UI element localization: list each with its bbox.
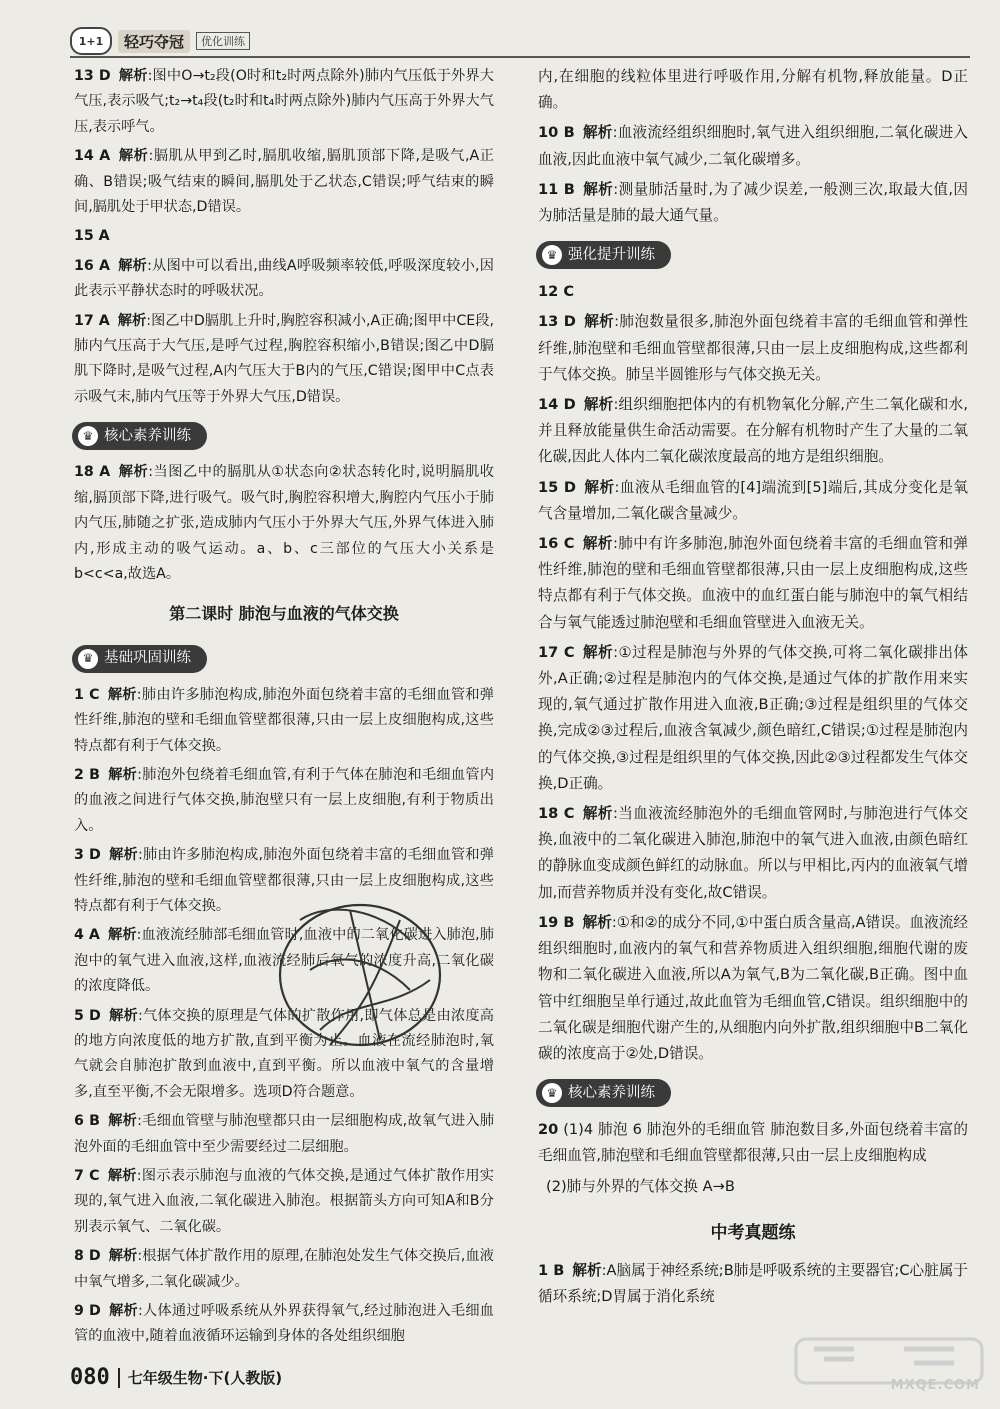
section-advanced bbox=[536, 241, 671, 269]
question-number: 1 C bbox=[74, 686, 100, 703]
colon: : bbox=[612, 805, 618, 823]
question-number: 11 B bbox=[538, 180, 575, 198]
colon: : bbox=[137, 1113, 142, 1130]
header-rule bbox=[70, 56, 970, 58]
answer-text: (1)4 肺泡 6 肺泡外的毛细血管 肺泡数目多,外面包绕着丰富的毛细血管,肺泡壁和毛细血管壁都很薄,只由一层上皮细胞构成 bbox=[538, 1121, 968, 1165]
analysis-label: 解析 bbox=[583, 478, 615, 496]
answer-item bbox=[74, 254, 494, 305]
colon: : bbox=[613, 643, 619, 661]
analysis-label: 解析 bbox=[117, 257, 148, 274]
right-column bbox=[538, 64, 968, 1314]
analysis-text: 根据气体扩散作用的原理,在肺泡处发生气体交换后,血液中氧气增多,二氧化碳减少。 bbox=[74, 1248, 494, 1290]
colon: : bbox=[137, 847, 143, 864]
answer-item bbox=[74, 1004, 494, 1106]
answer-item bbox=[538, 531, 968, 636]
left-items-group-b bbox=[74, 460, 494, 587]
question-number: 9 D bbox=[74, 1303, 101, 1320]
answer-item bbox=[74, 309, 494, 411]
colon: : bbox=[137, 1248, 143, 1265]
question-number: 8 D bbox=[74, 1248, 101, 1265]
colon: : bbox=[611, 913, 617, 931]
answer-item bbox=[538, 120, 968, 172]
question-number: 7 C bbox=[74, 1168, 100, 1185]
left-column bbox=[74, 64, 494, 1354]
answer-item bbox=[74, 144, 494, 220]
colon: : bbox=[137, 1303, 143, 1320]
question-number: 15 A bbox=[74, 228, 110, 245]
answer-item bbox=[538, 279, 968, 305]
colon: : bbox=[613, 396, 619, 414]
right-items-group-b bbox=[538, 279, 968, 1067]
answer-item bbox=[538, 475, 968, 527]
question-number: 14 D bbox=[538, 396, 576, 414]
answer-text: (2)肺与外界的气体交换 A→B bbox=[546, 1177, 735, 1195]
section-core-literacy-2 bbox=[536, 1079, 671, 1107]
question-number: 13 D bbox=[538, 313, 576, 331]
colon: : bbox=[148, 148, 154, 165]
book-title: 七年级生物·下(人教版) bbox=[127, 1369, 283, 1387]
answer-item bbox=[538, 309, 968, 388]
crown-icon: ♛ bbox=[542, 245, 562, 265]
brand-logo: 1+1 bbox=[70, 27, 112, 55]
question-number: 20 bbox=[538, 1121, 559, 1139]
analysis-label: 解析 bbox=[582, 805, 613, 823]
analysis-text: ①过程是肺泡与外界的气体交换,可将二氧化碳排出体外,A正确;②过程是肺泡内的气体交换,是通过气体的扩散作用来实现的,氧气通过扩散作用进入血液,B正确;③过程是组织里的气体交换,完成②③过程后,血液含氧减少,颜色暗红,C错误;①过程是肺泡内的气体交换,③过程是组织里的气体交换,因此②③过程都发生气体交换,D正确。 bbox=[538, 643, 968, 792]
answer-item bbox=[538, 1258, 968, 1310]
answer-item bbox=[74, 683, 494, 759]
section-core-literacy bbox=[72, 422, 207, 450]
colon: : bbox=[613, 180, 619, 198]
answer-item bbox=[538, 177, 968, 229]
analysis-label: 解析 bbox=[107, 927, 137, 944]
question-number: 18 A bbox=[74, 464, 111, 481]
continued-text: 内,在细胞的线粒体里进行呼吸作用,分解有机物,释放能量。D正确。 bbox=[538, 68, 968, 112]
colon: : bbox=[136, 1168, 142, 1185]
analysis-label: 解析 bbox=[107, 1168, 137, 1185]
crown-icon: ♛ bbox=[78, 426, 98, 446]
colon: : bbox=[147, 68, 153, 84]
section-basic bbox=[72, 645, 207, 673]
analysis-label: 解析 bbox=[582, 913, 612, 931]
analysis-label: 解析 bbox=[108, 847, 138, 864]
answer-20 bbox=[538, 1117, 968, 1169]
analysis-text: 肺泡数量很多,肺泡外面包绕着丰富的毛细血管和弹性纤维,肺泡壁和毛细血管壁都很薄,只由一层上皮细胞构成,这些都利于气体交换。肺呈半圆锥形与气体交换无关。 bbox=[538, 313, 968, 383]
analysis-text: 毛细血管壁与肺泡壁都只由一层细胞构成,故氧气进入肺泡外面的毛细血管中至少需要经过二层细胞。 bbox=[74, 1113, 495, 1155]
analysis-label: 解析 bbox=[108, 1303, 138, 1320]
colon: : bbox=[136, 686, 142, 703]
lesson-title: 第二课时 肺泡与血液的气体交换 bbox=[169, 604, 399, 624]
colon: : bbox=[612, 535, 618, 553]
question-number: 14 A bbox=[74, 148, 111, 165]
question-number: 16 C bbox=[538, 535, 575, 553]
analysis-text: 肺由许多肺泡构成,肺泡外面包绕着丰富的毛细血管和弹性纤维,肺泡的壁和毛细血管壁都很薄,只由一层上皮细胞构成,这些特点都有利于气体交换。 bbox=[74, 686, 494, 754]
analysis-label: 解析 bbox=[582, 643, 614, 661]
question-number: 4 A bbox=[74, 927, 100, 944]
analysis-text: ①和②的成分不同,①中蛋白质含量高,A错误。血液流经组织细胞时,血液内的氧气和营养物质进入组织细胞,细胞代谢的废物和二氧化碳进入血液,所以A为氧气,B为二氧化碳,B正确。图中血管中红细胞呈单行通过,故此血管为毛细血管,C错误。组织细胞中的二氧化碳是细胞代谢产生的,从细胞内向外扩散,组织细胞中B二氧化碳的浓度高于②处,D错误。 bbox=[538, 913, 968, 1062]
left-items-group-c bbox=[74, 683, 494, 1350]
question-number: 6 B bbox=[74, 1113, 100, 1130]
answer-item bbox=[74, 460, 494, 587]
answer-item bbox=[538, 640, 968, 797]
question-number: 1 B bbox=[538, 1261, 565, 1279]
answer-item bbox=[74, 923, 494, 999]
question-number: 10 B bbox=[538, 124, 575, 142]
analysis-text: 肺泡外包绕着毛细血管,有利于气体在肺泡和毛细血管内的血液之间进行气体交换,肺泡壁只有一层上皮细胞,有利于物质出入。 bbox=[74, 766, 495, 834]
answer-item bbox=[74, 1244, 494, 1295]
question-number: 17 C bbox=[538, 643, 575, 661]
analysis-text: 当图乙中的膈肌从①状态向②状态转化时,说明膈肌收缩,膈顶部下降,进行吸气。吸气时,胸腔容积增大,胸腔内气压小于肺内气压,肺随之扩张,造成肺内气压小于外界大气压,外界气体进入肺内,形成主动的吸气运动。a、b、c三部位的气压大小关系是b<c<a,故选A。 bbox=[74, 464, 494, 582]
analysis-text: 人体通过呼吸系统从外界获得氧气,经过肺泡进入毛细血管的血液中,随着血液循环运输到身体的各处组织细胞 bbox=[74, 1303, 494, 1345]
analysis-text: 血液从毛细血管的[4]端流到[5]端后,其成分变化是氧气含量增加,二氧化碳含量减少。 bbox=[538, 478, 968, 522]
footer-divider bbox=[118, 1368, 120, 1388]
answer-item bbox=[74, 64, 494, 140]
answer-item bbox=[74, 763, 494, 839]
analysis-text: 血液流经组织细胞时,氧气进入组织细胞,二氧化碳进入血液,因此血液中氧气减少,二氧化碳增多。 bbox=[538, 124, 968, 168]
page-number: 080 bbox=[70, 1365, 110, 1390]
answer-item bbox=[74, 843, 494, 919]
analysis-label: 解析 bbox=[118, 68, 148, 84]
crown-icon: ♛ bbox=[542, 1083, 562, 1103]
analysis-label: 解析 bbox=[582, 180, 614, 198]
analysis-label: 解析 bbox=[118, 148, 149, 165]
analysis-text: 测量肺活量时,为了减少误差,一般测三次,取最大值,因为肺活量是肺的最大通气量。 bbox=[538, 180, 968, 225]
analysis-text: 肺由许多肺泡构成,肺泡外面包绕着丰富的毛细血管和弹性纤维,肺泡的壁和毛细血管壁都很薄,只由一层上皮细胞构成,这些特点都有利于气体交换。 bbox=[74, 847, 494, 914]
analysis-text: 肺中有许多肺泡,肺泡外面包绕着丰富的毛细血管和弹性纤维,肺泡的壁和毛细血管壁都很薄,只由一层上皮细胞构成,这些特点都有利于气体交换。血液中的血红蛋白能与肺泡中的氧气相结合与氧气能透过肺泡壁和毛细血管壁进入血液无关。 bbox=[538, 535, 968, 631]
analysis-label: 解析 bbox=[117, 312, 147, 329]
page-footer bbox=[70, 1365, 282, 1390]
exam-section-title: 中考真题练 bbox=[710, 1222, 796, 1243]
colon: : bbox=[137, 1007, 143, 1024]
right-items-group-c bbox=[538, 1258, 968, 1310]
crown-icon: ♛ bbox=[78, 649, 98, 669]
colon: : bbox=[147, 257, 152, 274]
question-number: 3 D bbox=[74, 847, 101, 864]
analysis-text: 血液流经肺部毛细血管时,血液中的二氧化碳进入肺泡,肺泡中的氧气进入血液,这样,血液流经肺后氧气的浓度升高,二氧化碳的浓度降低。 bbox=[74, 927, 494, 995]
analysis-label: 解析 bbox=[118, 464, 149, 481]
analysis-text: 从图中可以看出,曲线A呼吸频率较低,呼吸深度较小,因此表示平静状态时的呼吸状况。 bbox=[74, 257, 494, 300]
analysis-label: 解析 bbox=[582, 124, 613, 142]
answer-item bbox=[74, 1109, 494, 1160]
answer-item bbox=[538, 910, 968, 1067]
analysis-text: 图乙中D膈肌上升时,胸腔容积减小,A正确;图甲中CE段,肺内气压高于大气压,是呼气过程,胸腔容积缩小,B错误;图乙中D膈肌下降时,是吸气过程,A内气压大于B内的气压,C错误;图甲中C点表示吸气末,肺内气压等于外界大气压,D错误。 bbox=[74, 312, 494, 405]
answer-item bbox=[538, 392, 968, 471]
colon: : bbox=[601, 1261, 607, 1279]
question-number: 16 A bbox=[74, 257, 110, 274]
colon: : bbox=[612, 124, 618, 142]
colon: : bbox=[137, 766, 142, 783]
right-items-group-a bbox=[538, 120, 968, 229]
analysis-label: 解析 bbox=[108, 1007, 138, 1024]
analysis-label: 解析 bbox=[108, 1248, 138, 1265]
analysis-label: 解析 bbox=[572, 1261, 602, 1279]
brand-subtitle: 优化训练 bbox=[196, 32, 250, 50]
question-number: 5 D bbox=[74, 1007, 101, 1024]
section-label: 基础巩固训练 bbox=[104, 650, 191, 667]
analysis-text: 气体交换的原理是气体的扩散作用,即气体总是由浓度高的地方向浓度低的地方扩散,直到平衡为止。血液在流经肺泡时,氧气就会自肺泡扩散到血液中,直到平衡。所以血液中氧气的含量增多,直至平衡,不会无限增多。选项D符合题意。 bbox=[74, 1007, 494, 1100]
question-number: 2 B bbox=[74, 766, 100, 783]
analysis-text: 图示表示肺泡与血液的气体交换,是通过气体扩散作用实现的,氧气进入血液,二氧化碳进入肺泡。根据箭头方向可知A和B分别表示氧气、二氧化碳。 bbox=[74, 1168, 494, 1235]
question-number: 15 D bbox=[538, 478, 576, 496]
question-number: 13 D bbox=[74, 68, 111, 84]
question-number: 17 A bbox=[74, 312, 110, 329]
section-label: 核心素养训练 bbox=[104, 427, 191, 444]
question-number: 12 C bbox=[538, 283, 575, 301]
question-number: 19 B bbox=[538, 913, 575, 931]
watermark-site: MXQE.COM bbox=[890, 1378, 980, 1393]
analysis-label: 解析 bbox=[107, 1113, 138, 1130]
analysis-text: 膈肌从甲到乙时,膈肌收缩,膈肌顶部下降,是吸气,A正确、B错误;吸气结束的瞬间,膈肌处于乙状态,C错误;呼气结束的瞬间,膈肌处于甲状态,D错误。 bbox=[74, 148, 494, 216]
analysis-label: 解析 bbox=[107, 766, 138, 783]
answer-20-part2 bbox=[538, 1174, 968, 1200]
page-header bbox=[70, 28, 250, 54]
analysis-text: 当血液流经肺泡外的毛细血管网时,与肺泡进行气体交换,血液中的二氧化碳进入肺泡,肺泡中的氧气进入血液,由颜色暗红的静脉血变成颜色鲜红的动脉血。所以与甲相比,丙内的血液氧气增加,而营养物质并没有变化,故C错误。 bbox=[538, 805, 968, 901]
answer-item bbox=[74, 1164, 494, 1240]
left-items-group-a bbox=[74, 64, 494, 410]
question-number: 18 C bbox=[538, 805, 575, 823]
answer-item bbox=[74, 224, 494, 249]
section-label: 核心素养训练 bbox=[568, 1085, 655, 1101]
colon: : bbox=[146, 312, 152, 329]
analysis-label: 解析 bbox=[583, 313, 615, 331]
analysis-label: 解析 bbox=[582, 535, 613, 553]
colon: : bbox=[614, 478, 620, 496]
analysis-text: 图中O→t₂段(O时和t₂时两点除外)肺内气压低于外界大气压,表示吸气;t₂→t₄段(t₂时和t₄时两点除外)肺内气压高于外界大气压,表示呼气。 bbox=[74, 68, 494, 135]
answer-item bbox=[538, 801, 968, 906]
colon: : bbox=[148, 464, 154, 481]
analysis-text: A脑属于神经系统;B肺是呼吸系统的主要器官;C心脏属于循环系统;D胃属于消化系统 bbox=[538, 1261, 968, 1306]
section-label: 强化提升训练 bbox=[568, 247, 655, 264]
brand-title: 轻巧夺冠 bbox=[118, 30, 190, 53]
analysis-text: 组织细胞把体内的有机物氧化分解,产生二氧化碳和水,并且释放能量供生命活动需要。在分解有机物时产生了大量的二氧化碳,因此人体内二氧化碳浓度最高的地方是组织细胞。 bbox=[538, 396, 968, 466]
analysis-label: 解析 bbox=[583, 396, 614, 414]
answer-item bbox=[74, 1299, 494, 1350]
colon: : bbox=[614, 313, 620, 331]
analysis-label: 解析 bbox=[107, 686, 137, 703]
colon: : bbox=[136, 927, 142, 944]
